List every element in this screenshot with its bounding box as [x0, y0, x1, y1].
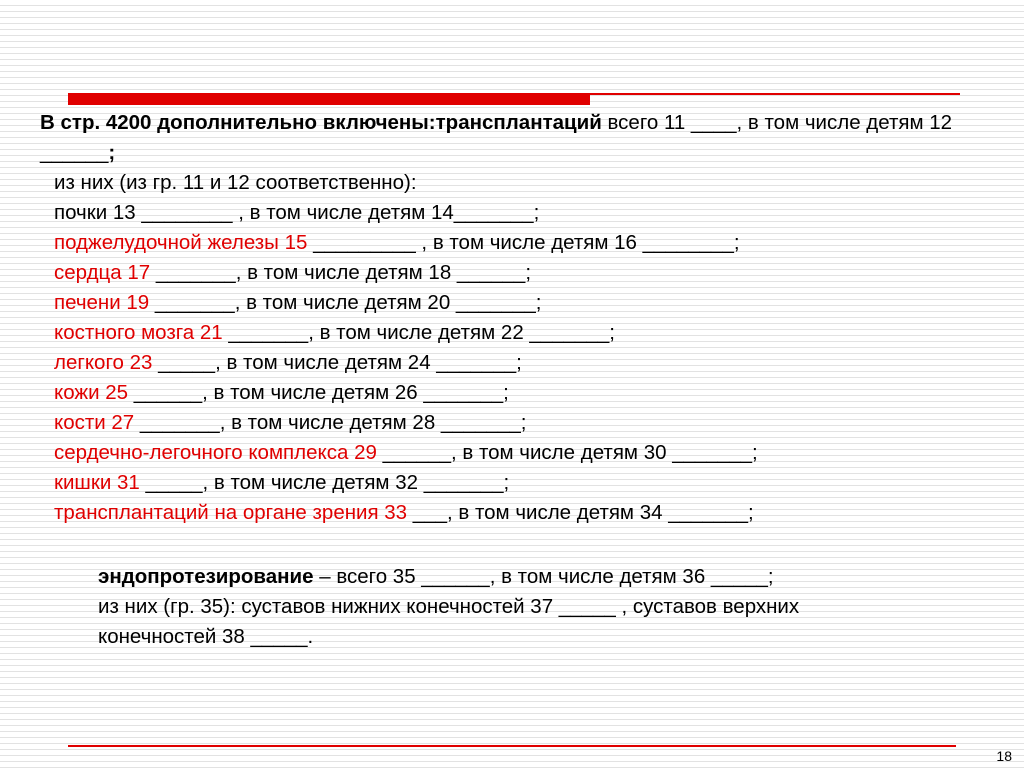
list-item: [40, 288, 990, 318]
organ-label: трансплантаций на органе зрения 33: [54, 501, 408, 524]
organ-label: кожи 25: [54, 381, 129, 404]
organ-label: сердечно-легочного комплекса 29: [54, 441, 377, 464]
organ-fields: _______, в том числе детям 18 ______;: [150, 261, 532, 284]
endoprosthesis-block: [98, 562, 918, 652]
footer-accent-line: [68, 745, 956, 747]
subheading: из них (из гр. 11 и 12 соответственно):: [54, 171, 417, 194]
organ-label: печени 19: [54, 291, 150, 314]
list-item: [40, 468, 990, 498]
endo-text: – всего 35 ______, в том числе детям 36 _____;: [313, 565, 774, 588]
list-item: [40, 408, 990, 438]
list-item: [40, 318, 990, 348]
endo-paragraph: [98, 562, 918, 592]
kidney-line: почки 13 ________ , в том числе детям 14_______;: [54, 201, 540, 224]
organ-fields: _________ , в том числе детям 16 ________;: [307, 231, 740, 254]
intro-rest: всего 11 ____, в том числе детям 12 ______: [40, 111, 953, 164]
organ-fields: _______, в том числе детям 22 _______;: [222, 321, 615, 344]
organ-fields: ___, в том числе детям 34 _______;: [407, 501, 754, 524]
intro-paragraph: [40, 108, 990, 168]
organ-fields: _______, в том числе детям 28 _______;: [134, 411, 527, 434]
list-item: [40, 378, 990, 408]
list-item: [40, 228, 990, 258]
organ-label: сердца 17: [54, 261, 151, 284]
intro-bold: В стр. 4200 дополнительно включены:трансплантаций: [40, 111, 602, 134]
list-item: [40, 348, 990, 378]
organ-label: кишки 31: [54, 471, 140, 494]
endo-sub-paragraph: из них (гр. 35): суставов нижних конечностей 37 _____ , суставов верхних конечностей 38 _____.: [98, 595, 800, 648]
organ-fields: ______, в том числе детям 30 _______;: [376, 441, 758, 464]
organ-label: легкого 23: [54, 351, 153, 374]
slide-content: [40, 108, 990, 528]
organ-label: кости 27: [54, 411, 135, 434]
endo-bold: эндопротезирование: [98, 565, 314, 588]
list-item: [40, 438, 990, 468]
page-number: 18: [996, 748, 1012, 764]
organ-label: поджелудочной железы 15: [54, 231, 308, 254]
organ-fields: ______, в том числе детям 26 _______;: [128, 381, 509, 404]
organ-fields: _______, в том числе детям 20 _______;: [149, 291, 542, 314]
organ-label: костного мозга 21: [54, 321, 223, 344]
intro-bold-end: ;: [108, 141, 116, 164]
organ-fields: _____, в том числе детям 32 _______;: [139, 471, 510, 494]
organ-fields: _____, в том числе детям 24 _______;: [152, 351, 522, 374]
header-accent-line: [590, 93, 960, 95]
list-item: [40, 258, 990, 288]
list-item: [40, 498, 990, 528]
header-accent-bar: [68, 93, 590, 105]
